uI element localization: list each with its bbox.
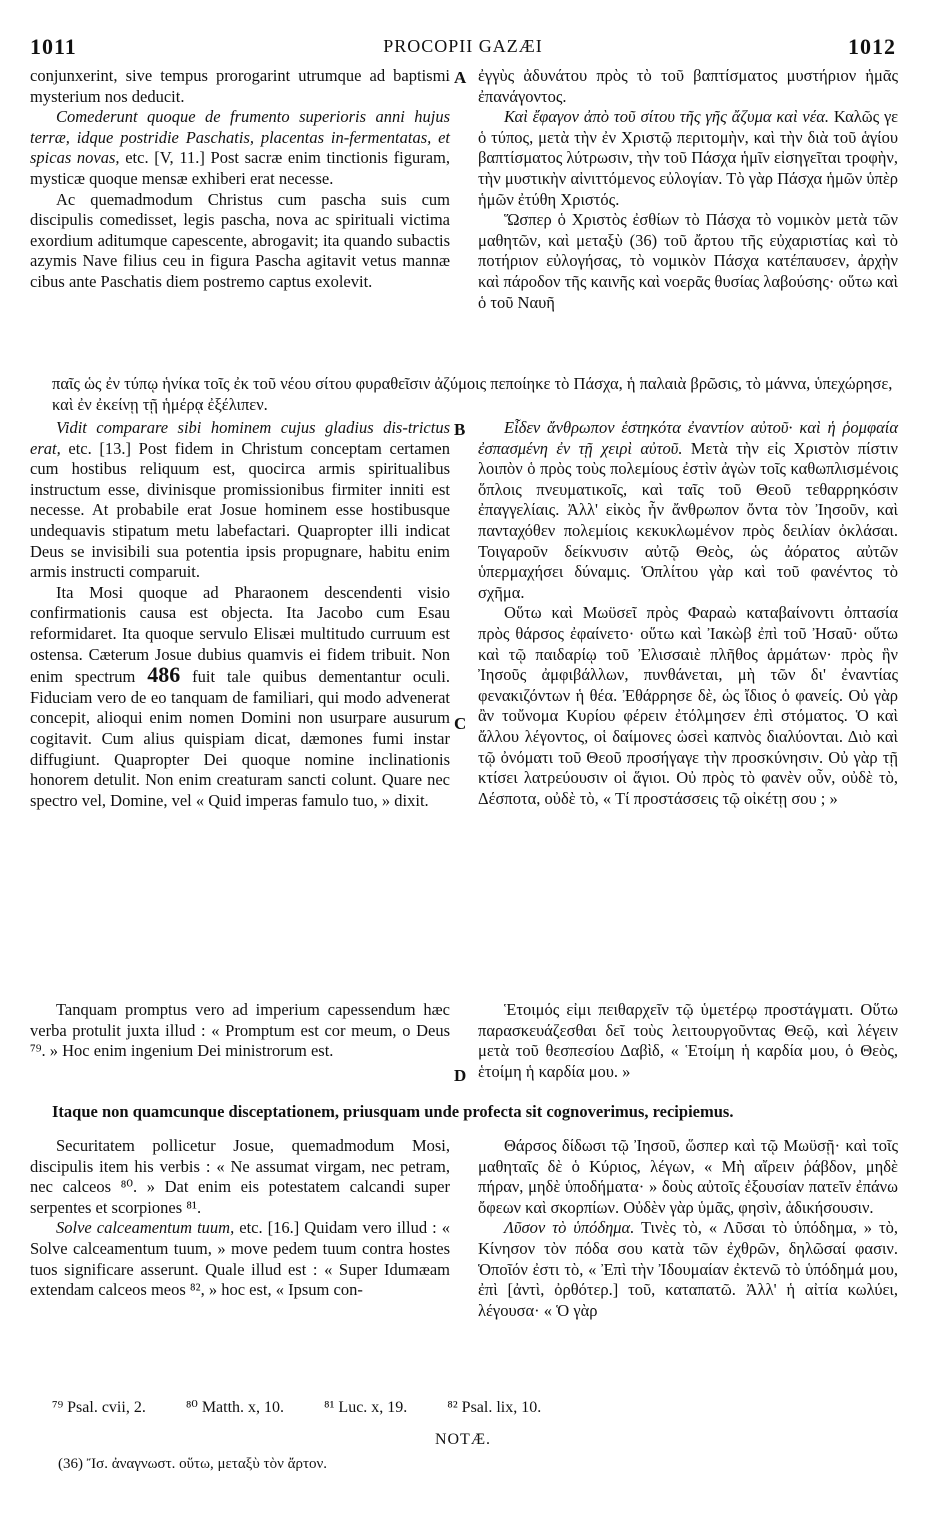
- greek-text: Καλῶς γε ὁ τύπος, μετὰ τὴν ἐν Χριστῷ περιτομὴν, καὶ τὴν διὰ τοῦ ἁγίου βαπτίσματος λύτρωσιν, τὴν τοῦ Πάσχα ἡμῖν εἰσηγεῖται τροφὴν, τὴν μυστικὴν αἰνιττόμενος εὐλογίαν. Τὸ γὰρ Πάσχα ἡμῶν ὑπὲρ ἡμῶν ἐτύθη Χριστός.: [478, 107, 898, 209]
- latin-paragraph: conjunxerint, sive tempus prorogarint utrumque ad baptismi mysterium nos deducit.: [30, 66, 450, 106]
- running-header: [30, 34, 896, 62]
- reference: ⁸⁰ Matth. x, 10.: [185, 1399, 285, 1416]
- latin-paragraph: [30, 583, 450, 812]
- column-number: 486: [147, 662, 181, 688]
- greek-lemma: Καὶ ἔφαγον ἀπὸ τοῦ σίτου τῆς γῆς ἄζυμα καὶ νέα.: [504, 107, 829, 127]
- running-title: PROCOPII GAZÆI: [383, 36, 543, 56]
- footnote-36: (36) Ἴσ. ἀναγνωστ. οὕτω, μεταξὺ τὸν ἄρτον.: [58, 1456, 328, 1472]
- reference: ⁸² Psal. lix, 10.: [447, 1399, 542, 1416]
- page-number-right: 1012: [848, 34, 896, 59]
- greek-text: Τινὲς τὸ, « Λῦσαι τὸ ὑπόδημα, » τὸ, Κίνησον τὸν πόδα σου κατὰ τῶν ἐχθρῶν, δηλῶσαί φασιν. Ὁποῖόν ἐστι τὸ, « Ἐπὶ τὴν Ἰδουμαίαν ἐκτενῶ τὸ ὑπόδημά μου, ἐπὶ [ἀντὶ, ὀρθότερ.] τοῦ, καταπατῶ. Ἀλλ' ἡ αἰτία κωλύει, λέγουσα· « Ὁ γὰρ: [478, 1218, 899, 1320]
- greek-lemma: Λῦσον τὸ ὑπόδημα.: [504, 1218, 635, 1238]
- notes-heading: NOTÆ.: [434, 1431, 492, 1448]
- greek-paragraph: Ὥσπερ ὁ Χριστὸς ἐσθίων τὸ Πάσχα τὸ νομικὸν μετὰ τῶν μαθητῶν, καὶ μεταξὺ (36) τοῦ ἄρτου τῆς εὐχαριστίας καὶ τὸ ποτήριον εὐλογήσας, τὸ νομικὸν Πάσχα κατέπαυσεν, ἀρχὴν καὶ πάροδον τῆς καινῆς καὶ νοερᾶς θυσίας λαβούσης· οὕτω καὶ ὁ τοῦ Ναυῆ: [478, 210, 898, 312]
- latin-paragraph: Securitatem pollicetur Josue, quemadmodum Mosi, discipulis item his verbis : « Ne assumat virgam, nec petram, nec calceos ⁸⁰. » Dat enim eis potestatem calcandi super serpentes et scorpiones ⁸¹.: [30, 1136, 450, 1217]
- latin-paragraph: [30, 1218, 450, 1300]
- reference: ⁸¹ Luc. x, 19.: [324, 1399, 408, 1416]
- greek-paragraph: ἐγγὺς ἀδυνάτου πρὸς τὸ τοῦ βαπτίσματος μυστήριον ἡμᾶς ἐπανάγοντος.: [478, 66, 898, 106]
- latin-text: Ita Mosi quoque ad Pharaonem descendenti visio confirmationis causa est objecta. Ita Jacobo cum Esau reformidaret. Ita quoque servulo Elisæi multitudo curruum est ostensa. Cæterum Josue dubius quamvis ei fidem tribuit. Non enim spectrum: [30, 582, 450, 687]
- latin-lemma: Comederunt quoque de frumento superioris anni hujus terræ, idque postridie Paschatis, placentas in-fermentatas, et spicas novas,: [30, 107, 450, 168]
- greek-lemma: Εἶδεν ἄνθρωπον ἑστηκότα ἐναντίον αὐτοῦ· καὶ ἡ ῥομφαία ἐσπασμένη ἐν τῇ χειρὶ αὐτοῦ.: [478, 418, 898, 458]
- margin-letter-c: C: [454, 714, 467, 733]
- latin-text: fuit tale quibus dementantur oculi. Fiduciam vero de eo tanquam de familiari, qui modo advenerat concepit, alioqui enim nomen Domini non usurpare ausurum cogitavit. Cum alius quispiam dicat, dæmones fumi instar diffugiunt. Quapropter Dei quoque nomine inclinationis honorem detulit. Non enim creaturam sancti colunt. Quare nec spectro vel, Domine, vel « Quid imperas famulo tuo, » dixit.: [30, 667, 450, 810]
- latin-lemma: Vidit comparare sibi hominem cujus gladius dis-trictus erat,: [30, 418, 450, 458]
- latin-text: etc. [V, 11.] Post sacræ enim tinctionis figuram, mysticæ quoque mensæ exhiberi erat necesse.: [30, 148, 450, 188]
- margin-letter-d: D: [454, 1066, 467, 1085]
- margin-letter-a: A: [454, 68, 467, 87]
- greek-spanning-text: παῖς ὡς ἐν τύπῳ ἡνίκα τοῖς ἐκ τοῦ νέου σίτου φυραθεῖσιν ἀζύμοις πεποίηκε τὸ Πάσχα, ἡ παλαιὰ βρῶσις, τὸ μάννα, ὑπεχώρησε, καὶ ἐν ἐκείνῃ τῇ ἡμέρᾳ ἐξέλιπεν.: [52, 374, 893, 414]
- greek-section-a: [478, 66, 898, 313]
- full-width-sentence: Itaque non quamcunque disceptationem, priusquam unde profecta sit cognoverimus, recipiemus.: [52, 1102, 734, 1121]
- page-number-left: 1011: [30, 34, 77, 59]
- latin-paragraph: [30, 107, 450, 189]
- margin-letter-b: B: [454, 420, 466, 439]
- greek-section-e: [478, 1136, 898, 1321]
- greek-paragraph: Ἑτοιμός εἰμι πειθαρχεῖν τῷ ὑμετέρῳ προστάγματι. Οὕτω παρασκευάζεσθαι δεῖ τοὺς λειτουργοῦντας Θεῷ, καὶ λέγειν μετὰ τοῦ θεσπεσίου Δαβὶδ, « Ἑτοίμη ἡ καρδία μου, ὁ Θεὸς, ἑτοίμη ἡ καρδία μου. »: [478, 1000, 898, 1081]
- latin-section-d: [30, 1000, 450, 1062]
- latin-paragraph: [30, 418, 450, 583]
- greek-text: Μετὰ τὴν εἰς Χριστὸν πίστιν λοιπὸν ὁ πρὸς τοὺς πολεμίους ἐστὶν ἀγὼν τοῖς καθωπλισμένοις ὅπλοις πνευματικοῖς, καὶ ταῖς τοῦ Θεοῦ τεθαρρηκόσιν ἐπαγγελίαις. Ἀλλ' εἰκὸς ἦν ἄνθρωπον ὄντα τὸν Ἰησοῦν, καὶ πανταχόθεν πολεμίοις κεκυκλωμένον πρὸς δειλίαν ὀκλάσαι. Τοιγαροῦν δείκνυσιν αὐτῷ Θεὸς, ὡς ἀόρατος αὐτῶν ὑπερμαχήσει δύναμις. Ὁπλίτου γὰρ καὶ τοῦ φανέντος τὸ σχῆμα.: [478, 438, 898, 602]
- latin-lemma: Solve calceamentum tuum,: [56, 1218, 235, 1238]
- greek-section-d: [478, 1000, 898, 1082]
- latin-text: etc. [16.] Quidam vero illud : « Solve calceamentum tuum, » move pedem tuum contra hostes tuos significare asserunt. Quale illud est : « Super Idumæam extendam calceos meos ⁸², » hoc est, « Ipsum con-: [30, 1218, 450, 1300]
- latin-paragraph: Tanquam promptus vero ad imperium capessendum hæc verba protulit juxta illud : « Promptum est cor meum, o Deus ⁷⁹. » Hoc enim ingenium Dei ministrorum est.: [30, 1000, 450, 1061]
- greek-paragraph: Θάρσος δίδωσι τῷ Ἰησοῦ, ὥσπερ καὶ τῷ Μωϋσῇ· καὶ τοῖς μαθηταῖς δὲ ὁ Κύριος, λέγων, « Μὴ αἴρειν ῥάβδον, μηδὲ πήραν, μηδὲ ὑποδήματα· » δοὺς αὐτοῖς ἐξουσίαν πατεῖν ἐπάνω ὄφεων καὶ σκορπίων. Οὐδὲν γὰρ ὑμᾶς, φησὶν, ἀδικήσουσιν.: [478, 1136, 898, 1217]
- greek-paragraph: [478, 418, 898, 603]
- latin-text: etc. [13.] Post fidem in Christum conceptam certamen cum hostibus reliquum est, quocirca armis spiritualibus instructum esse, divinisque promissionibus firmiter inniti est necesse. At probabile erat Josue hominem esse hostibusque undequavis stipatum metu labefactari. Quapropter illi indicat Deus se invisibili sua potentia ipsis propugnare, habitu enim armis instructi comparuit.: [30, 438, 450, 582]
- latin-paragraph: Ac quemadmodum Christus cum pascha suis cum discipulis comedisset, legis pascha, nova ac spirituali victima exordium aditumque capescente, abrogavit; ita quando subactis azymis Nave filius ceu in figura Pascha agitavit vetus mannæ cibus ante Paschatis diem postremo captus exolevit.: [30, 189, 450, 291]
- reference: ⁷⁹ Psal. cvii, 2.: [52, 1399, 146, 1416]
- greek-section-b: [478, 418, 898, 809]
- greek-paragraph: [478, 1218, 898, 1321]
- greek-paragraph: [478, 107, 898, 210]
- latin-section-b: [30, 418, 450, 811]
- greek-paragraph: Οὕτω καὶ Μωϋσεῖ πρὸς Φαραὼ καταβαίνοντι ὀπτασία πρὸς θάρσος ἐφαίνετο· οὕτω καὶ Ἰακὼβ ἐπὶ τοῦ Ἠσαῦ· οὕτω καὶ τῷ παιδαρίῳ τοῦ Ἐλισσαιὲ πλῆθος ἁρμάτων· πρὸς ἣν Ἰησοῦς ἀμφιβάλλων, πυνθάνεται, μὴ τῶν δι' ἐναντίας φενακιζόντων ἡ θέα. Ἐθάρρησε δὲ, ὡς ἴδιος ὁ φανείς. Οὐ γὰρ ἂν τοὔνομα Κυρίου φέρειν ἐτόλμησεν ἐπὶ στόματος. Ὁ καὶ ἄλλου λέγοντος, οἱ δαίμονες ὡσεὶ καπνὸς διαλύονται. Διὸ καὶ τῷ ὀνόματι τοῦ Θεοῦ προσήγαγε τὴν προσκύνησιν. Οὐ γὰρ τῇ κτίσει λατρεύουσιν οἱ ἅγιοι. Οὐ πρὸς τὸ φανὲν οὖν, οὐδὲ τὸ, Δέσποτα, οὐδὲ τὸ, « Τί προστάσσεις τῷ οἰκέτῃ σου ; »: [478, 603, 898, 808]
- scripture-references: [52, 1397, 577, 1417]
- latin-section-a: [30, 66, 450, 293]
- latin-section-e: [30, 1136, 450, 1301]
